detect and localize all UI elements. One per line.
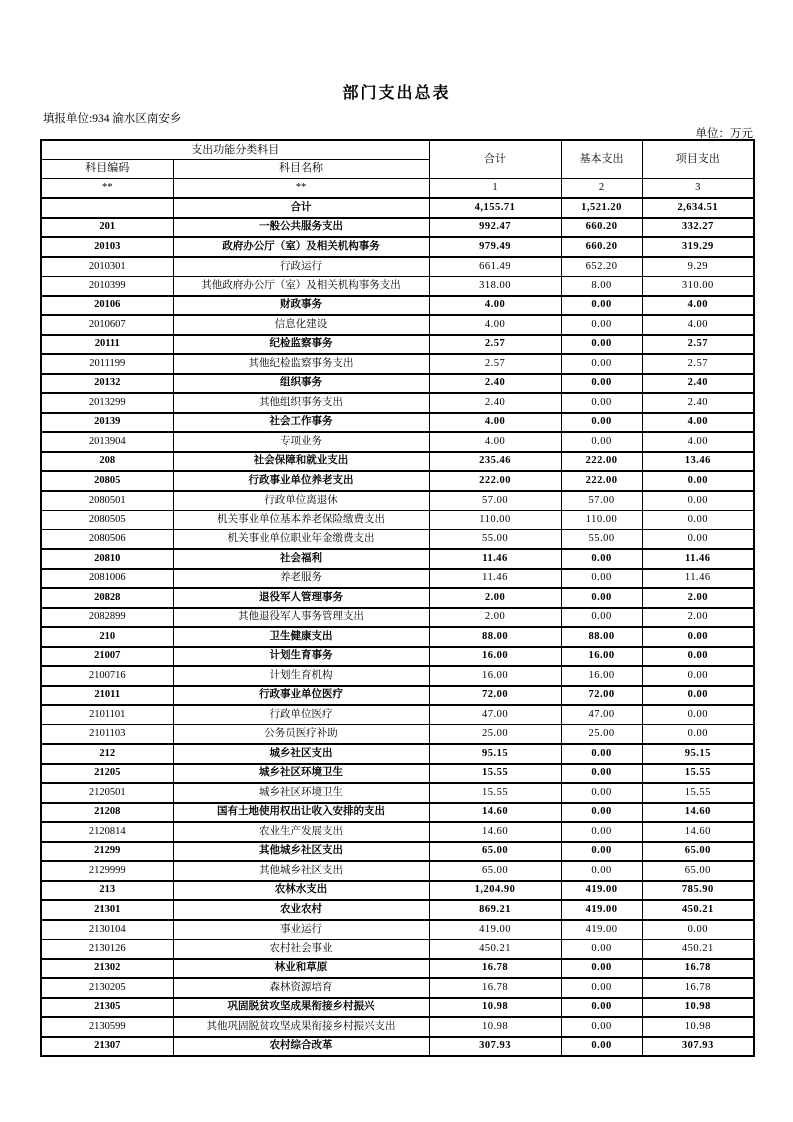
- row-total: 14.60: [429, 803, 561, 823]
- row-project: 15.55: [642, 764, 754, 784]
- row-code: 2082899: [41, 608, 173, 628]
- row-total: 222.00: [429, 471, 561, 491]
- row-code: 2080505: [41, 510, 173, 530]
- table-row: [41, 393, 754, 413]
- row-basic: 0.00: [561, 764, 642, 784]
- row-total: 65.00: [429, 842, 561, 862]
- table-row: [41, 705, 754, 725]
- row-basic: 419.00: [561, 900, 642, 920]
- row-code: 21208: [41, 803, 173, 823]
- row-project: 4.00: [642, 432, 754, 452]
- row-code: 20805: [41, 471, 173, 491]
- row-total: 450.21: [429, 939, 561, 959]
- row-code: 201: [41, 218, 173, 238]
- row-code: 2010399: [41, 276, 173, 296]
- row-code: 20139: [41, 413, 173, 433]
- header-basic: 基本支出: [561, 140, 642, 178]
- row-name: 计划生育机构: [173, 666, 429, 686]
- row-basic: 47.00: [561, 705, 642, 725]
- row-total: 10.98: [429, 998, 561, 1018]
- row-basic: 0.00: [561, 783, 642, 803]
- header-name: 科目名称: [173, 159, 429, 178]
- row-name: 城乡社区环境卫生: [173, 783, 429, 803]
- row-code: 210: [41, 627, 173, 647]
- row-code: 20106: [41, 296, 173, 316]
- expenditure-table: [40, 139, 755, 1057]
- table-row: [41, 569, 754, 589]
- subheader-basic: 2: [561, 178, 642, 198]
- row-basic: 16.00: [561, 647, 642, 667]
- row-basic: 110.00: [561, 510, 642, 530]
- row-name: 卫生健康支出: [173, 627, 429, 647]
- row-total: 318.00: [429, 276, 561, 296]
- row-code: 2130104: [41, 920, 173, 940]
- row-name: 公务员医疗补助: [173, 725, 429, 745]
- row-basic: 0.00: [561, 978, 642, 998]
- row-project: 2.57: [642, 335, 754, 355]
- row-code: 2101103: [41, 725, 173, 745]
- row-name: 森林资源培育: [173, 978, 429, 998]
- table-row: [41, 296, 754, 316]
- row-name: 城乡社区支出: [173, 744, 429, 764]
- row-total: 979.49: [429, 237, 561, 257]
- row-code: 208: [41, 452, 173, 472]
- row-total: 10.98: [429, 1017, 561, 1037]
- row-basic: 0.00: [561, 744, 642, 764]
- row-name: 其他巩固脱贫攻坚成果衔接乡村振兴支出: [173, 1017, 429, 1037]
- row-project: 14.60: [642, 822, 754, 842]
- table-row: [41, 959, 754, 979]
- row-total: 2.57: [429, 335, 561, 355]
- row-basic: 652.20: [561, 257, 642, 277]
- row-total: 95.15: [429, 744, 561, 764]
- row-total: 16.00: [429, 666, 561, 686]
- row-name: 行政事业单位养老支出: [173, 471, 429, 491]
- row-project: 95.15: [642, 744, 754, 764]
- row-name: 社会保障和就业支出: [173, 452, 429, 472]
- row-name: 组织事务: [173, 374, 429, 394]
- row-project: 0.00: [642, 530, 754, 550]
- subheader-row: [41, 178, 754, 198]
- row-project: 16.78: [642, 978, 754, 998]
- row-code: 2011199: [41, 354, 173, 374]
- header-code: 科目编码: [41, 159, 173, 178]
- row-name: 行政事业单位医疗: [173, 686, 429, 706]
- row-name: 农业生产发展支出: [173, 822, 429, 842]
- table-row: [41, 588, 754, 608]
- table-row: [41, 335, 754, 355]
- row-name: 养老服务: [173, 569, 429, 589]
- row-code: 21302: [41, 959, 173, 979]
- row-code: 2081006: [41, 569, 173, 589]
- row-name: 政府办公厅（室）及相关机构事务: [173, 237, 429, 257]
- row-project: 16.78: [642, 959, 754, 979]
- header-project: 项目支出: [642, 140, 754, 178]
- row-name: 机关事业单位职业年金缴费支出: [173, 530, 429, 550]
- table-row: [41, 822, 754, 842]
- row-project: 0.00: [642, 666, 754, 686]
- row-code: 2100716: [41, 666, 173, 686]
- row-code: 21301: [41, 900, 173, 920]
- row-total: 2.57: [429, 354, 561, 374]
- table-row: [41, 920, 754, 940]
- row-name: 合计: [173, 198, 429, 218]
- table-row: [41, 900, 754, 920]
- row-basic: 0.00: [561, 1037, 642, 1057]
- row-project: 9.29: [642, 257, 754, 277]
- row-total: 65.00: [429, 861, 561, 881]
- row-name: 其他城乡社区支出: [173, 861, 429, 881]
- row-code: 2013904: [41, 432, 173, 452]
- table-row: [41, 1017, 754, 1037]
- row-project: 65.00: [642, 861, 754, 881]
- row-basic: 0.00: [561, 354, 642, 374]
- row-total: 15.55: [429, 764, 561, 784]
- row-basic: 8.00: [561, 276, 642, 296]
- table-row: [41, 764, 754, 784]
- row-total: 2.40: [429, 374, 561, 394]
- row-project: 2.00: [642, 588, 754, 608]
- table-row: [41, 471, 754, 491]
- row-name: 其他政府办公厅（室）及相关机构事务支出: [173, 276, 429, 296]
- row-project: 4.00: [642, 296, 754, 316]
- row-project: 307.93: [642, 1037, 754, 1057]
- row-project: 4.00: [642, 315, 754, 335]
- row-basic: 1,521.20: [561, 198, 642, 218]
- row-name: 其他纪检监察事务支出: [173, 354, 429, 374]
- row-name: 其他退役军人事务管理支出: [173, 608, 429, 628]
- row-code: 2120814: [41, 822, 173, 842]
- row-code: 2130599: [41, 1017, 173, 1037]
- row-project: 65.00: [642, 842, 754, 862]
- row-basic: 0.00: [561, 842, 642, 862]
- table-row: [41, 666, 754, 686]
- row-name: 退役军人管理事务: [173, 588, 429, 608]
- row-basic: 0.00: [561, 569, 642, 589]
- table-row: [41, 725, 754, 745]
- row-total: 4.00: [429, 432, 561, 452]
- subheader-total: 1: [429, 178, 561, 198]
- row-name: 信息化建设: [173, 315, 429, 335]
- row-basic: 0.00: [561, 335, 642, 355]
- row-name: 城乡社区环境卫生: [173, 764, 429, 784]
- table-row: [41, 783, 754, 803]
- row-project: 10.98: [642, 998, 754, 1018]
- header-row-1: [41, 140, 754, 159]
- header-total: 合计: [429, 140, 561, 178]
- row-project: 4.00: [642, 413, 754, 433]
- row-total: 869.21: [429, 900, 561, 920]
- row-total: 4.00: [429, 413, 561, 433]
- row-code: 21007: [41, 647, 173, 667]
- row-total: 1,204.90: [429, 881, 561, 901]
- unit-note: 单位：万元: [695, 128, 753, 140]
- row-name: 一般公共服务支出: [173, 218, 429, 238]
- row-project: 15.55: [642, 783, 754, 803]
- row-basic: 0.00: [561, 374, 642, 394]
- row-code: 2129999: [41, 861, 173, 881]
- row-basic: 0.00: [561, 432, 642, 452]
- row-project: 0.00: [642, 647, 754, 667]
- table-row: [41, 549, 754, 569]
- row-code: 21205: [41, 764, 173, 784]
- row-code: 2120501: [41, 783, 173, 803]
- row-basic: 222.00: [561, 471, 642, 491]
- row-name: 机关事业单位基本养老保险缴费支出: [173, 510, 429, 530]
- table-row: [41, 608, 754, 628]
- row-name: 行政运行: [173, 257, 429, 277]
- row-total: 2.40: [429, 393, 561, 413]
- table-row: [41, 686, 754, 706]
- table-body: [41, 198, 754, 1056]
- row-total: 235.46: [429, 452, 561, 472]
- row-basic: 0.00: [561, 1017, 642, 1037]
- row-code: 20828: [41, 588, 173, 608]
- row-project: 0.00: [642, 471, 754, 491]
- row-project: 0.00: [642, 627, 754, 647]
- row-project: 10.98: [642, 1017, 754, 1037]
- row-total: 14.60: [429, 822, 561, 842]
- row-basic: 0.00: [561, 803, 642, 823]
- row-code: 2080506: [41, 530, 173, 550]
- row-basic: 0.00: [561, 393, 642, 413]
- row-name: 社会福利: [173, 549, 429, 569]
- row-project: 2,634.51: [642, 198, 754, 218]
- table-row: [41, 198, 754, 218]
- row-total: 55.00: [429, 530, 561, 550]
- table-row: [41, 647, 754, 667]
- row-name: 农村综合改革: [173, 1037, 429, 1057]
- row-project: 450.21: [642, 939, 754, 959]
- row-basic: 0.00: [561, 296, 642, 316]
- row-code: [41, 198, 173, 218]
- row-basic: 0.00: [561, 315, 642, 335]
- row-code: 2010607: [41, 315, 173, 335]
- row-basic: 0.00: [561, 959, 642, 979]
- row-total: 4.00: [429, 315, 561, 335]
- subheader-code: **: [41, 178, 173, 198]
- row-project: 2.57: [642, 354, 754, 374]
- row-project: 11.46: [642, 549, 754, 569]
- table-row: [41, 432, 754, 452]
- table-row: [41, 257, 754, 277]
- row-name: 林业和草原: [173, 959, 429, 979]
- row-total: 110.00: [429, 510, 561, 530]
- row-project: 2.40: [642, 393, 754, 413]
- table-row: [41, 861, 754, 881]
- row-total: 72.00: [429, 686, 561, 706]
- row-name: 巩固脱贫攻坚成果衔接乡村振兴: [173, 998, 429, 1018]
- row-project: 332.27: [642, 218, 754, 238]
- row-project: 310.00: [642, 276, 754, 296]
- row-basic: 16.00: [561, 666, 642, 686]
- row-basic: 0.00: [561, 822, 642, 842]
- row-basic: 0.00: [561, 939, 642, 959]
- row-basic: 0.00: [561, 549, 642, 569]
- row-basic: 88.00: [561, 627, 642, 647]
- row-total: 25.00: [429, 725, 561, 745]
- row-code: 21305: [41, 998, 173, 1018]
- row-code: 20810: [41, 549, 173, 569]
- row-basic: 0.00: [561, 608, 642, 628]
- row-basic: 0.00: [561, 413, 642, 433]
- row-project: 14.60: [642, 803, 754, 823]
- subheader-name: **: [173, 178, 429, 198]
- row-basic: 57.00: [561, 491, 642, 511]
- row-basic: 660.20: [561, 218, 642, 238]
- row-project: 0.00: [642, 491, 754, 511]
- row-project: 785.90: [642, 881, 754, 901]
- row-name: 农业农村: [173, 900, 429, 920]
- row-project: 0.00: [642, 705, 754, 725]
- row-total: 419.00: [429, 920, 561, 940]
- row-name: 行政单位医疗: [173, 705, 429, 725]
- row-total: 4.00: [429, 296, 561, 316]
- row-name: 社会工作事务: [173, 413, 429, 433]
- row-basic: 25.00: [561, 725, 642, 745]
- row-total: 11.46: [429, 549, 561, 569]
- row-total: 57.00: [429, 491, 561, 511]
- row-code: 2130126: [41, 939, 173, 959]
- row-name: 计划生育事务: [173, 647, 429, 667]
- row-total: 4,155.71: [429, 198, 561, 218]
- table-row: [41, 276, 754, 296]
- row-name: 事业运行: [173, 920, 429, 940]
- table-row: [41, 998, 754, 1018]
- row-total: 307.93: [429, 1037, 561, 1057]
- row-total: 15.55: [429, 783, 561, 803]
- row-project: 0.00: [642, 510, 754, 530]
- table-row: [41, 530, 754, 550]
- row-code: 21299: [41, 842, 173, 862]
- table-row: [41, 744, 754, 764]
- subheader-project: 3: [642, 178, 754, 198]
- row-project: 0.00: [642, 725, 754, 745]
- row-code: 212: [41, 744, 173, 764]
- row-total: 88.00: [429, 627, 561, 647]
- row-name: 国有土地使用权出让收入安排的支出: [173, 803, 429, 823]
- table-row: [41, 491, 754, 511]
- row-code: 20111: [41, 335, 173, 355]
- table-row: [41, 881, 754, 901]
- row-basic: 419.00: [561, 920, 642, 940]
- table-row: [41, 452, 754, 472]
- row-name: 其他组织事务支出: [173, 393, 429, 413]
- row-total: 2.00: [429, 608, 561, 628]
- row-basic: 0.00: [561, 861, 642, 881]
- row-name: 财政事务: [173, 296, 429, 316]
- row-total: 661.49: [429, 257, 561, 277]
- row-project: 2.00: [642, 608, 754, 628]
- row-project: 2.40: [642, 374, 754, 394]
- row-project: 13.46: [642, 452, 754, 472]
- row-total: 992.47: [429, 218, 561, 238]
- filler-unit-label: 填报单位:934 渝水区南安乡: [43, 113, 182, 125]
- table-row: [41, 354, 754, 374]
- table-row: [41, 939, 754, 959]
- row-project: 450.21: [642, 900, 754, 920]
- row-code: 21011: [41, 686, 173, 706]
- row-code: 2080501: [41, 491, 173, 511]
- page-title: 部门支出总表: [342, 85, 451, 102]
- row-name: 行政单位离退休: [173, 491, 429, 511]
- row-total: 16.78: [429, 959, 561, 979]
- table-row: [41, 237, 754, 257]
- row-basic: 55.00: [561, 530, 642, 550]
- row-total: 2.00: [429, 588, 561, 608]
- row-total: 16.78: [429, 978, 561, 998]
- row-code: 2101101: [41, 705, 173, 725]
- row-code: 2010301: [41, 257, 173, 277]
- table-row: [41, 413, 754, 433]
- row-code: 2013299: [41, 393, 173, 413]
- table-row: [41, 803, 754, 823]
- row-project: 319.29: [642, 237, 754, 257]
- row-name: 农村社会事业: [173, 939, 429, 959]
- row-total: 11.46: [429, 569, 561, 589]
- table-row: [41, 315, 754, 335]
- row-project: 0.00: [642, 920, 754, 940]
- table-row: [41, 218, 754, 238]
- row-name: 纪检监察事务: [173, 335, 429, 355]
- row-basic: 0.00: [561, 588, 642, 608]
- row-code: 2130205: [41, 978, 173, 998]
- row-name: 其他城乡社区支出: [173, 842, 429, 862]
- row-code: 20103: [41, 237, 173, 257]
- row-total: 47.00: [429, 705, 561, 725]
- row-code: 213: [41, 881, 173, 901]
- row-code: 20132: [41, 374, 173, 394]
- table-row: [41, 1037, 754, 1057]
- row-basic: 0.00: [561, 998, 642, 1018]
- table-row: [41, 510, 754, 530]
- row-basic: 72.00: [561, 686, 642, 706]
- row-name: 农林水支出: [173, 881, 429, 901]
- row-basic: 660.20: [561, 237, 642, 257]
- row-basic: 222.00: [561, 452, 642, 472]
- row-name: 专项业务: [173, 432, 429, 452]
- row-project: 0.00: [642, 686, 754, 706]
- table-row: [41, 842, 754, 862]
- row-basic: 419.00: [561, 881, 642, 901]
- row-code: 21307: [41, 1037, 173, 1057]
- row-total: 16.00: [429, 647, 561, 667]
- header-func-class: 支出功能分类科目: [41, 140, 429, 159]
- table-row: [41, 978, 754, 998]
- table-row: [41, 374, 754, 394]
- row-project: 11.46: [642, 569, 754, 589]
- table-row: [41, 627, 754, 647]
